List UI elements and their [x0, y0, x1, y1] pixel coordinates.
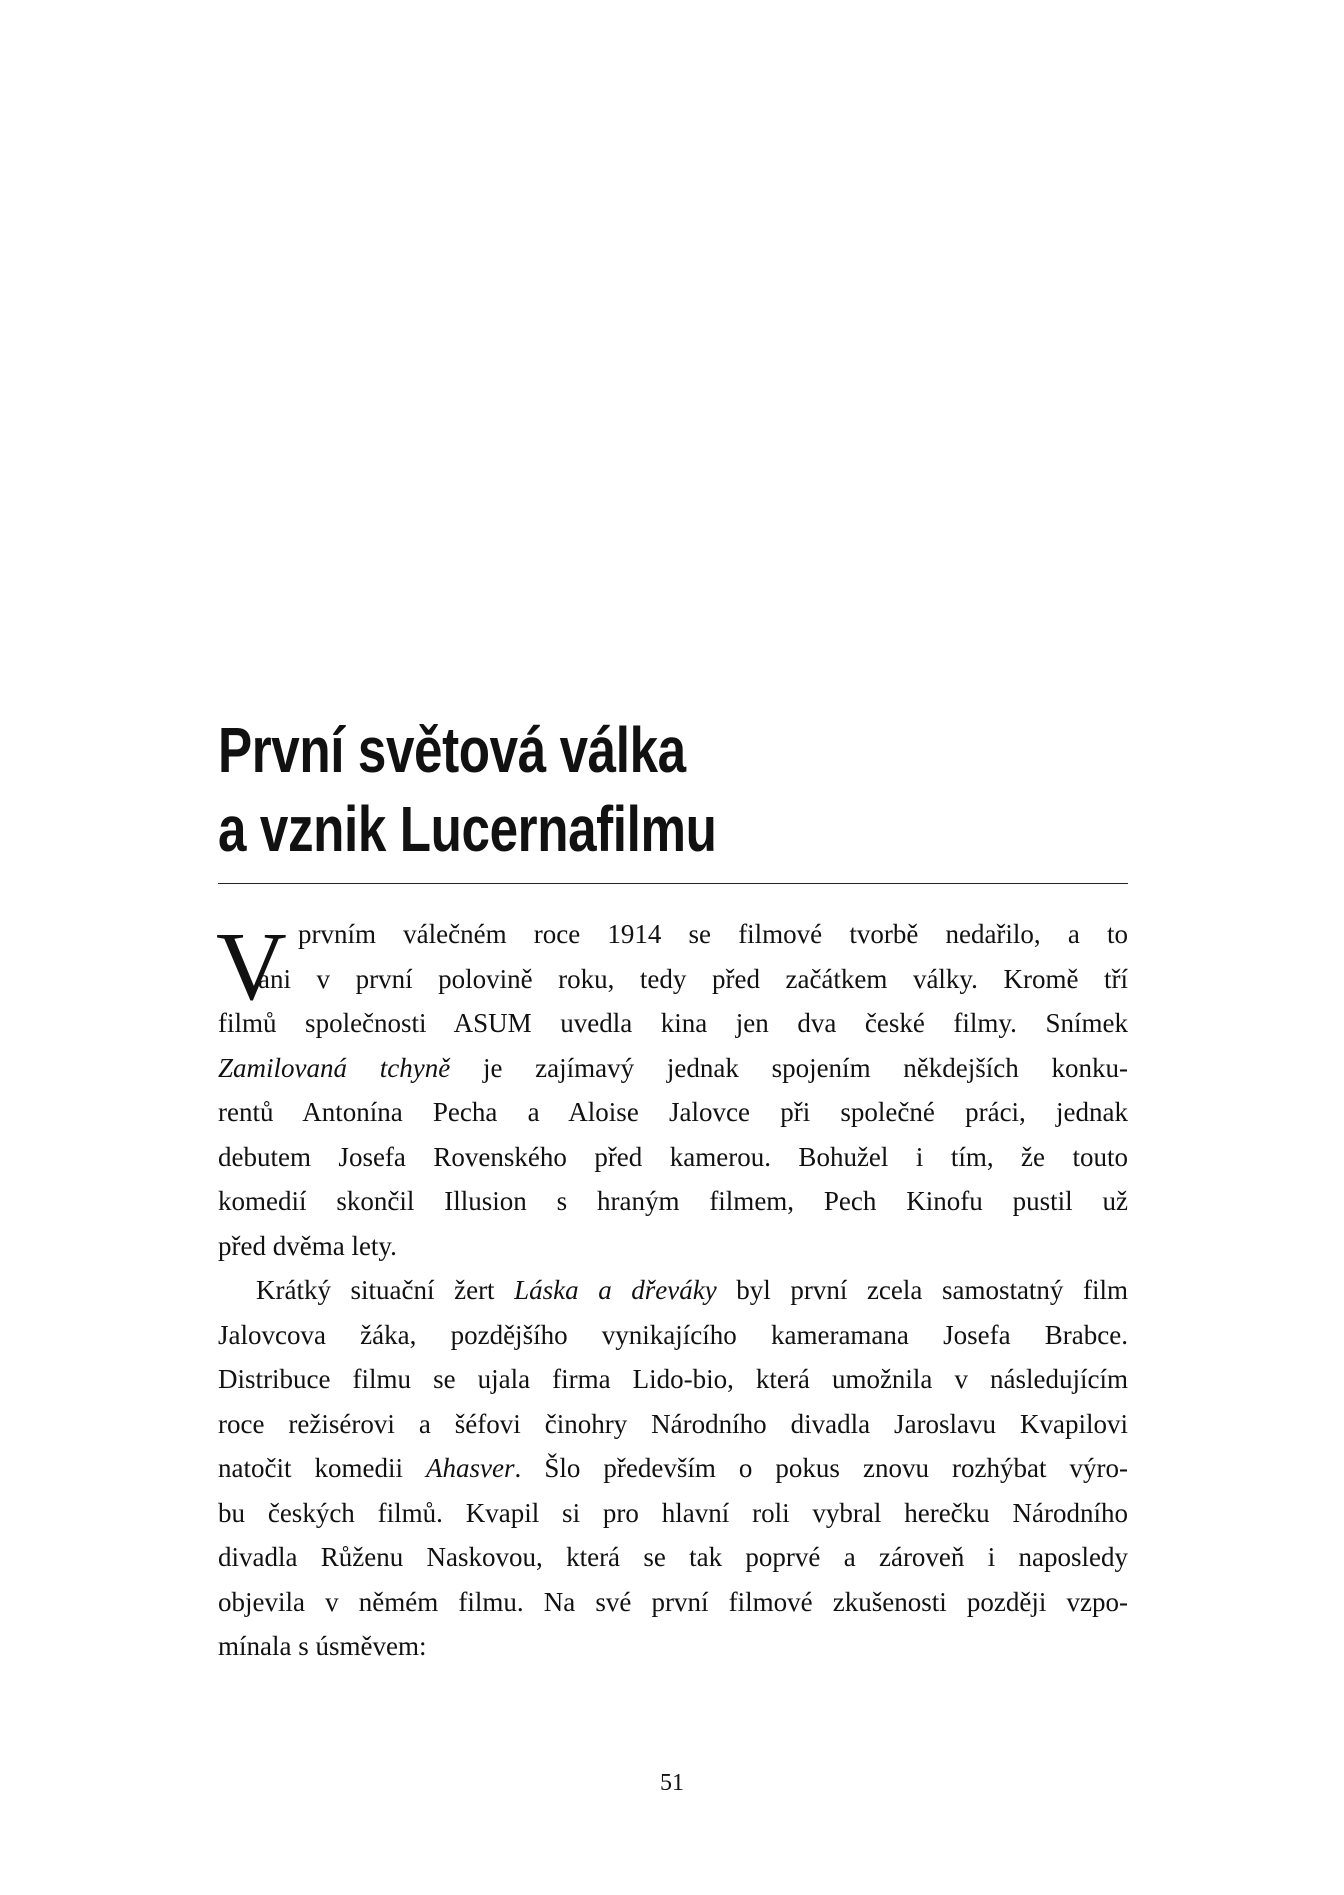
drop-cap: V — [216, 913, 287, 1021]
text-segment: komedií skončil Illusion s hraným filmem, Pech Kinofu pustil už — [218, 1186, 1128, 1216]
text-line — [218, 1580, 1128, 1625]
text-line — [218, 1446, 1128, 1491]
text-line — [218, 1179, 1128, 1224]
text-line — [218, 1357, 1128, 1402]
text-segment: . Šlo především o pokus znovu rozhýbat výro- — [514, 1453, 1128, 1483]
text-segment: debutem Josefa Rovenského před kamerou. Bohužel i tím, že touto — [218, 1141, 1128, 1172]
text-segment: před dvěma lety. — [218, 1230, 397, 1261]
title-divider — [218, 883, 1128, 884]
text-line — [218, 912, 1128, 957]
text-segment: rentů Antonína Pecha a Aloise Jalovce při společné práci, jednak — [218, 1097, 1128, 1127]
text-line — [218, 1090, 1128, 1135]
text-line — [218, 1491, 1128, 1536]
text-line — [218, 1402, 1128, 1447]
chapter-title-line-1: První světová válka — [218, 714, 686, 786]
body-text — [218, 912, 1128, 1669]
italic-title: Ahasver — [426, 1453, 515, 1483]
text-segment: Krátký situační žert — [256, 1275, 515, 1305]
page-number: 51 — [660, 1770, 684, 1796]
text-segment: ani v první polovině roku, tedy před začátkem války. Kromě tří — [258, 963, 1128, 994]
text-segment: bu českých filmů. Kvapil si pro hlavní roli vybral herečku Národního — [218, 1497, 1128, 1528]
text-line — [218, 1224, 1128, 1269]
text-segment: objevila v němém filmu. Na své první filmové zkušenosti později vzpo- — [218, 1586, 1128, 1617]
text-segment: Distribuce filmu se ujala firma Lido-bio, která umožnila v následujícím — [218, 1364, 1128, 1394]
italic-title: Zamilovaná tchyně — [218, 1052, 451, 1083]
text-line — [218, 1268, 1128, 1313]
chapter-title-line-2: a vznik Lucernafilmu — [218, 793, 717, 865]
text-segment: Jalovcova žáka, pozdějšího vynikajícího kameramana Josefa Brabce. — [218, 1319, 1128, 1350]
text-line — [218, 1135, 1128, 1180]
text-line — [218, 1535, 1128, 1580]
text-line — [218, 1046, 1128, 1091]
text-segment: filmů společnosti ASUM uvedla kina jen dva české filmy. Snímek — [218, 1008, 1128, 1038]
text-segment: mínala s úsměvem: — [218, 1631, 427, 1661]
text-segment: je zajímavý jednak spojením někdejších konku- — [450, 1052, 1128, 1083]
text-line — [218, 1624, 1128, 1669]
text-segment: roce režisérovi a šéfovi činohry Národního divadla Jaroslavu Kvapilovi — [218, 1408, 1128, 1439]
italic-title: Láska a dřeváky — [514, 1275, 717, 1305]
text-segment: natočit komedii — [218, 1453, 427, 1483]
text-segment: divadla Růženu Naskovou, která se tak poprvé a zároveň i naposledy — [218, 1542, 1128, 1572]
text-line — [218, 1313, 1128, 1358]
text-segment: prvním válečném roce 1914 se filmové tvorbě nedařilo, a to — [298, 919, 1128, 949]
text-segment: byl první zcela samostatný film — [716, 1275, 1128, 1305]
text-line — [218, 957, 1128, 1002]
text-line — [218, 1001, 1128, 1046]
